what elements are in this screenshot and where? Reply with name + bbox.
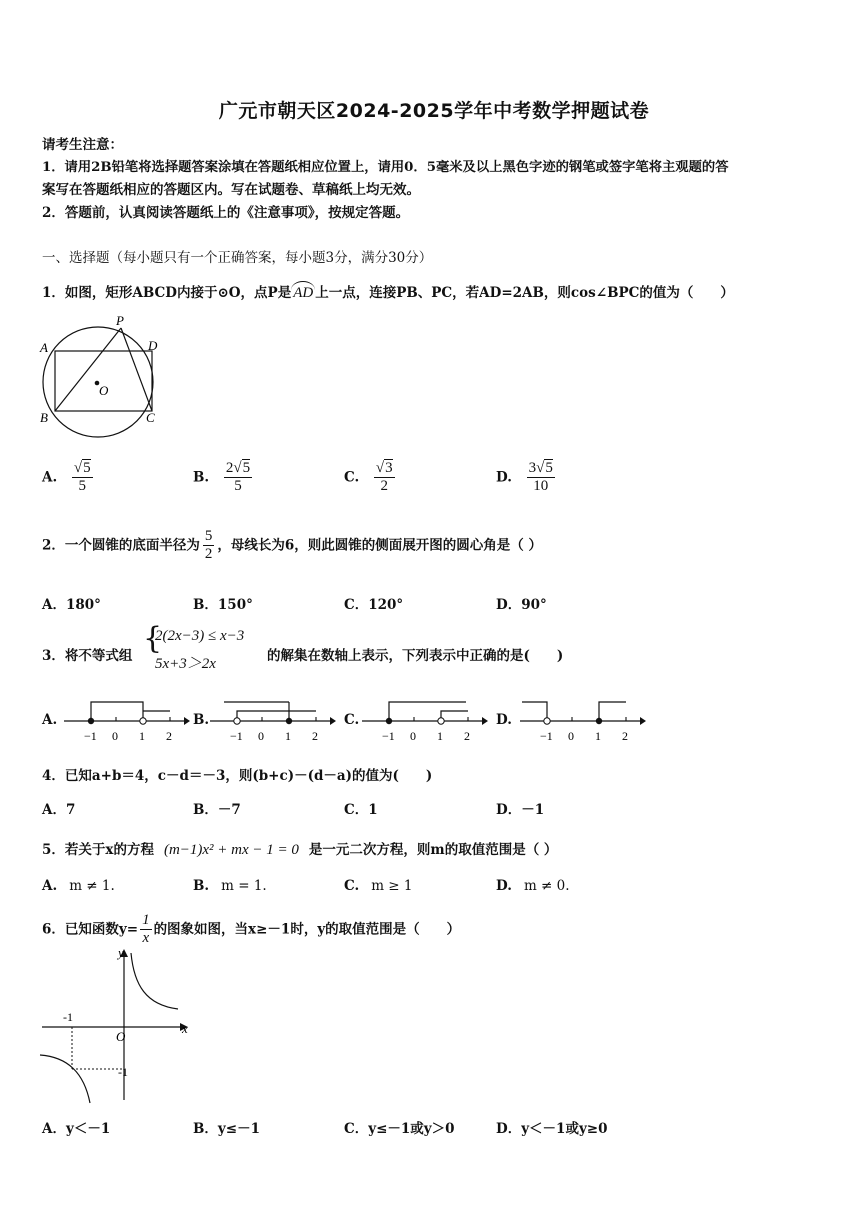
q3-numberline-d[interactable]: [520, 696, 650, 746]
tick-label: 1: [139, 729, 145, 743]
q6-option-d[interactable]: D．y＜－1或y≥0: [496, 1121, 608, 1137]
q3-numberline-a[interactable]: [64, 696, 189, 746]
tick-label: −1: [382, 729, 395, 743]
notice-heading: 请考生注意：: [42, 137, 123, 153]
q2-option-a[interactable]: A．180°: [42, 597, 101, 613]
tick-label: 0: [568, 729, 574, 743]
notice-line-2: 案写在答题纸相应的答题区内。写在试题卷、草稿纸上均无效。: [42, 182, 420, 198]
q1-option-b[interactable]: B. $\frac{2√5}{5}$: [193, 460, 251, 495]
rectangle-abcd: [55, 351, 152, 411]
q4-stem: 4．已知a+b＝4，c－d＝－3，则(b+c)－(d－a)的值为( ): [42, 768, 433, 784]
q2-option-d[interactable]: D．90°: [496, 597, 547, 613]
label-p: P: [116, 313, 124, 328]
q6-figure: [38, 945, 198, 1105]
q3-option-c-label[interactable]: C.: [344, 712, 360, 728]
tick-label: −1: [230, 729, 243, 743]
q6-option-b[interactable]: B．y≤－1: [193, 1121, 260, 1137]
label-d: D: [148, 338, 158, 353]
section-heading: 一、选择题（每小题只有一个正确答案，每小题3分，满分30分）: [42, 250, 433, 266]
notice-line-3: 2．答题前，认真阅读答题纸上的《注意事项》，按规定答题。: [42, 205, 410, 221]
label-a: A: [40, 340, 48, 355]
q4-option-b[interactable]: B．－7: [193, 802, 241, 818]
q6-option-c[interactable]: C．y≤－1或y＞0: [344, 1121, 455, 1137]
q6-stem: 6．已知函数y= $\frac{1}{x}$ 的图象如图，当x≥－1时，y的取值范围是（ ）: [42, 912, 461, 947]
tick-label: 2: [166, 729, 172, 743]
tick-label: −1: [540, 729, 553, 743]
q1-stem: 1．如图，矩形ABCD内接于⊙O，点P是 AD 上一点，连接PB、PC，若AD=2AB，则cos∠BPC的值为（ ）: [42, 281, 734, 302]
label-b: B: [40, 410, 48, 425]
q3-stem-post: 的解集在数轴上表示，下列表示中正确的是( ): [267, 648, 564, 664]
q3-ineq-1: 2(2x−3) ≤ x−3: [155, 628, 245, 644]
curve-negative: [40, 1055, 90, 1103]
label-c: C: [146, 410, 155, 425]
q3-numberline-c[interactable]: [362, 696, 487, 746]
q4-option-d[interactable]: D．－1: [496, 802, 545, 818]
label-x: x: [182, 1021, 188, 1036]
tick-label: 1: [285, 729, 291, 743]
tick-label: 2: [464, 729, 470, 743]
q3-option-a-label[interactable]: A.: [42, 712, 58, 728]
q3-option-b-label[interactable]: B.: [193, 712, 210, 728]
q3-numberline-b[interactable]: [210, 696, 335, 746]
q2-stem: 2．一个圆锥的底面半径为 $\frac{5}{2}$ ，母线长为6，则此圆锥的侧面展开图的圆心角是（ ）: [42, 528, 542, 563]
segment-pb: [55, 328, 121, 411]
q3-option-d-label[interactable]: D.: [496, 712, 512, 728]
q5-stem: 5．若关于x的方程 (m−1)x² + mx − 1 = 0 是一元二次方程，则m的取值范围是（ ）: [42, 842, 558, 858]
q5-option-c[interactable]: C. m ≥ 1: [344, 878, 413, 894]
q3-stem-pre: 3．将不等式组: [42, 648, 133, 664]
label-o: O: [99, 383, 109, 398]
q4-option-c[interactable]: C．1: [344, 802, 378, 818]
q2-option-c[interactable]: C．120°: [344, 597, 404, 613]
tick-label: 0: [410, 729, 416, 743]
label-neg1-y: -1: [118, 1065, 128, 1079]
tick-label: 0: [258, 729, 264, 743]
label-y: y: [118, 945, 124, 960]
q1-option-c[interactable]: C. $\frac{√3}{2}$: [344, 460, 393, 495]
q2-option-b[interactable]: B．150°: [193, 597, 253, 613]
q6-option-a[interactable]: A．y＜－1: [42, 1121, 111, 1137]
q1-option-a[interactable]: A. $\frac{√5}{5}$: [42, 460, 91, 495]
q5-option-d[interactable]: D. m ≠ 0.: [496, 878, 570, 894]
q5-equation: (m−1)x² + mx − 1 = 0: [163, 842, 299, 858]
brace-icon: {: [143, 621, 163, 656]
tick-label: −1: [84, 729, 97, 743]
q4-option-a[interactable]: A．7: [42, 802, 76, 818]
curve-positive: [131, 953, 178, 1009]
tick-label: 1: [595, 729, 601, 743]
q5-option-a[interactable]: A. m ≠ 1.: [42, 878, 115, 894]
q3-ineq-2: 5x+3＞2x: [155, 656, 216, 672]
notice-line-1: 1．请用2B铅笔将选择题答案涂填在答题纸相应位置上，请用0．5毫米及以上黑色字迹的钢笔或签字笔将主观题的答: [42, 160, 729, 175]
q1-figure: [34, 310, 174, 440]
tick-label: 0: [112, 729, 118, 743]
q1-option-d[interactable]: D. $\frac{3√5}{10}$: [496, 460, 553, 495]
label-neg1-x: -1: [63, 1010, 73, 1024]
label-o: O: [116, 1029, 126, 1044]
tick-label: 2: [622, 729, 628, 743]
q5-option-b[interactable]: B. m = 1.: [193, 878, 267, 894]
page-title: 广元市朝天区2024-2025学年中考数学押题试卷: [218, 100, 650, 122]
arc-ad: AD: [291, 285, 315, 302]
tick-label: 1: [437, 729, 443, 743]
tick-label: 2: [312, 729, 318, 743]
